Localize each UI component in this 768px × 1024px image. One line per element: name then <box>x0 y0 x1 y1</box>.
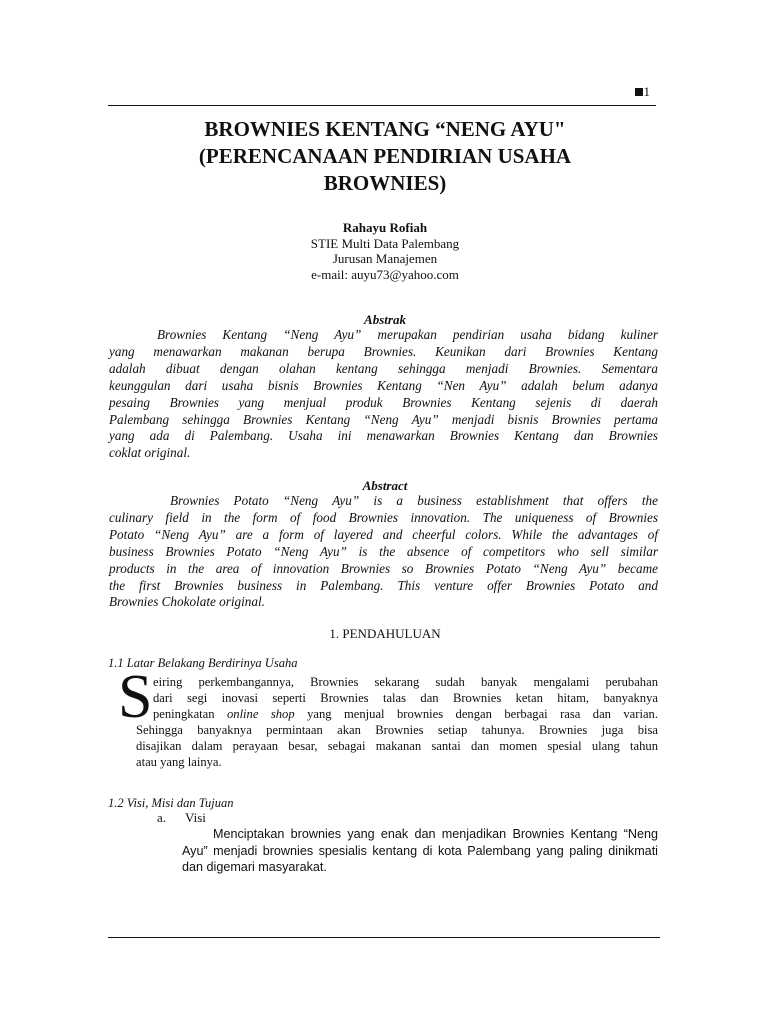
abstract-line: Potato “Neng Ayu” are a form of layered and cheerful colors. While the advantages of <box>109 526 658 542</box>
author-email: e-mail: auyu73@yahoo.com <box>311 266 459 282</box>
visi-label: Visi <box>185 810 206 825</box>
paragraph-line: disajikan dalam perayaan besar, sebagai makanan santai dan momen spesial ulang tahun <box>136 739 658 753</box>
square-bullet-icon <box>635 88 643 96</box>
subsection-heading-1-1: 1.1 Latar Belakang Berdirinya Usaha <box>108 656 298 670</box>
page-number <box>590 84 650 100</box>
abstrak-body <box>109 327 658 462</box>
abstract-line: Brownies Potato “Neng Ayu” is a business establishment that offers the <box>170 493 658 508</box>
title-line-1: BROWNIES KENTANG “NENG AYU" <box>204 117 566 141</box>
title-line-2: (PERENCANAAN PENDIRIAN USAHA <box>198 144 572 168</box>
paragraph-line: eiring perkembangannya, Brownies sekarang sudah banyak mengalami perubahan <box>153 675 658 689</box>
abstrak-line: coklat original. <box>109 445 191 461</box>
paragraph-line <box>136 706 658 722</box>
title-line-3: BROWNIES) <box>323 171 447 195</box>
paragraph-line: atau yang lainya. <box>136 755 222 769</box>
author-department: Jurusan Manajemen <box>332 251 438 266</box>
abstract-line: products in the area of innovation Brownies so Brownies Potato “Neng Ayu” became <box>109 560 658 576</box>
visi-line: dan digemari masyarakat. <box>182 860 327 874</box>
background-paragraph <box>136 674 658 770</box>
abstrak-line: pesaing Brownies yang menjual produk Brownies Kentang sejenis di daerah <box>109 394 658 410</box>
visi-line: Menciptakan brownies yang enak dan menjadikan Brownies Kentang “Neng <box>213 827 658 841</box>
abstract-line: the first Brownies business in Palembang. This venture offer Brownies Potato and <box>109 577 658 593</box>
abstrak-line: Palembang sehingga Brownies Kentang “Neng Ayu” menjadi bisnis Brownies pertama <box>109 411 658 427</box>
abstract-line: Brownies Chokolate original. <box>109 594 265 610</box>
author-institution: STIE Multi Data Palembang <box>310 235 460 251</box>
paragraph-line: Sehingga banyaknya permintaan akan Brownies setiap tahunya. Brownies juga bisa <box>136 723 658 737</box>
subsection-heading-1-2: 1.2 Visi, Misi dan Tujuan <box>108 796 234 810</box>
footer-rule <box>108 937 660 938</box>
abstract-line: business Brownies Potato “Neng Ayu” is the absence of competitors who sell similar <box>109 543 658 559</box>
abstract-body <box>109 493 658 611</box>
drop-cap: S <box>118 663 153 731</box>
online-shop-emphasis: online shop <box>226 707 295 721</box>
list-letter: a. <box>157 810 167 825</box>
paragraph-text: yang menjual brownies dengan berbagai rasa dan varian. <box>294 707 658 721</box>
author-name: Rahayu Rofiah <box>342 220 428 235</box>
abstrak-line: Brownies Kentang “Neng Ayu” merupakan pendirian usaha bidang kuliner <box>157 327 658 342</box>
header-rule <box>108 105 656 106</box>
abstrak-line: adalah dibuat dengan olahan kentang sehingga menjadi Brownies. Sementara <box>109 360 658 376</box>
paragraph-line: dari segi inovasi seperti Brownies talas dan Brownies ketan hitam, banyaknya <box>153 691 658 705</box>
abstract-line: culinary field in the form of food Brownies innovation. The uniqueness of Brownies <box>109 509 658 525</box>
abstrak-heading: Abstrak <box>364 312 406 327</box>
visi-paragraph <box>182 826 658 876</box>
abstract-heading: Abstract <box>362 478 408 493</box>
visi-line: Ayu” menjadi brownies spesialis kentang di kota Palembang yang paling dinikmati <box>182 843 658 858</box>
section-heading: 1. PENDAHULUAN <box>329 626 441 641</box>
abstrak-line: keunggulan dari usaha bisnis Brownies Kentang “Nen Ayu” adalah belum adanya <box>109 377 658 393</box>
paragraph-text: peningkatan <box>153 707 227 721</box>
page-number-text: 1 <box>643 84 650 99</box>
paper-title <box>150 116 620 197</box>
visi-list-item <box>157 810 206 826</box>
abstrak-line: yang ada di Palembang. Usaha ini menawarkan Brownies Kentang dan Brownies <box>109 428 658 444</box>
abstrak-line: yang menawarkan makanan berupa Brownies. Keunikan dari Brownies Kentang <box>109 343 658 359</box>
author-block <box>200 220 570 282</box>
